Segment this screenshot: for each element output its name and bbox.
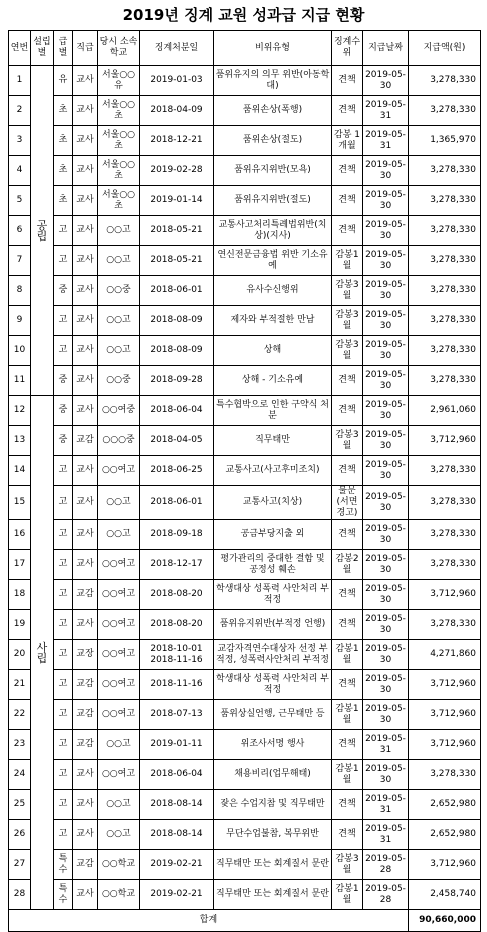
penalty-bonus-table — [8, 30, 481, 932]
payment-date-cell: 2019-05-30 — [363, 700, 409, 730]
table-row — [9, 336, 481, 366]
violation-type-cell: 학생대상 성폭력 사안처리 부적정 — [214, 670, 332, 700]
violation-type-cell: 무단수업불참, 복무위반 — [214, 820, 332, 850]
table-row — [9, 186, 481, 216]
school-cell: ○○학교 — [98, 880, 140, 910]
page-title: 2019년 징계 교원 성과급 지급 현황 — [122, 6, 365, 24]
violation-type-cell: 품위유지위반(절도) — [214, 186, 332, 216]
level-cell: 고 — [54, 246, 73, 276]
penalty-level-cell: 견책 — [332, 730, 363, 760]
table-row — [9, 760, 481, 790]
table-row — [9, 96, 481, 126]
violation-type-cell: 직무태만 또는 회계질서 문란 — [214, 880, 332, 910]
level-cell: 중 — [54, 426, 73, 456]
payment-date-cell: 2019-05-30 — [363, 520, 409, 550]
rank-cell: 교사 — [73, 156, 98, 186]
payment-amount-cell: 3,278,330 — [409, 366, 481, 396]
penalty-level-cell: 견책 — [332, 216, 363, 246]
violation-type-cell: 유사수신행위 — [214, 276, 332, 306]
table-row — [9, 276, 481, 306]
payment-date-cell: 2019-05-31 — [363, 126, 409, 156]
table-row — [9, 156, 481, 186]
rank-cell: 교사 — [73, 396, 98, 426]
rank-cell: 교사 — [73, 760, 98, 790]
row-number-cell: 25 — [9, 790, 31, 820]
rank-cell: 교사 — [73, 276, 98, 306]
level-cell: 초 — [54, 186, 73, 216]
payment-date-cell: 2019-05-31 — [363, 96, 409, 126]
violation-type-cell: 직무태만 또는 회계질서 문란 — [214, 850, 332, 880]
level-cell: 고 — [54, 216, 73, 246]
level-cell: 중 — [54, 276, 73, 306]
school-cell: ○○고 — [98, 790, 140, 820]
payment-amount-cell: 3,278,330 — [409, 216, 481, 246]
rank-cell: 교사 — [73, 610, 98, 640]
payment-amount-cell: 2,458,740 — [409, 880, 481, 910]
level-cell: 고 — [54, 610, 73, 640]
payment-date-cell: 2019-05-30 — [363, 306, 409, 336]
payment-amount-cell: 3,278,330 — [409, 610, 481, 640]
violation-type-cell: 품위손상(절도) — [214, 126, 332, 156]
table-row — [9, 640, 481, 670]
rank-cell: 교사 — [73, 306, 98, 336]
disposition-date-cell: 2018-10-01 2018-11-16 — [140, 640, 214, 670]
rank-cell: 교사 — [73, 186, 98, 216]
penalty-level-cell: 감봉3월 — [332, 426, 363, 456]
school-cell: ○○여고 — [98, 550, 140, 580]
payment-amount-cell: 3,278,330 — [409, 760, 481, 790]
rank-cell: 교감 — [73, 580, 98, 610]
penalty-level-cell: 감봉3월 — [332, 850, 363, 880]
table-row — [9, 126, 481, 156]
payment-date-cell: 2019-05-30 — [363, 216, 409, 246]
disposition-date-cell: 2019-02-21 — [140, 880, 214, 910]
payment-date-cell: 2019-05-28 — [363, 850, 409, 880]
row-number-cell: 22 — [9, 700, 31, 730]
disposition-date-cell: 2018-12-17 — [140, 550, 214, 580]
header-row — [9, 31, 481, 66]
penalty-level-cell: 감봉2월 — [332, 550, 363, 580]
level-cell: 고 — [54, 550, 73, 580]
column-header: 징계처분일 — [140, 31, 214, 66]
table-row — [9, 850, 481, 880]
table-row — [9, 216, 481, 246]
disposition-date-cell: 2018-08-20 — [140, 610, 214, 640]
level-cell: 고 — [54, 336, 73, 366]
violation-type-cell: 품위상실언행, 근무태만 등 — [214, 700, 332, 730]
penalty-level-cell: 견책 — [332, 456, 363, 486]
rank-cell: 교감 — [73, 426, 98, 456]
row-number-cell: 20 — [9, 640, 31, 670]
table-row — [9, 820, 481, 850]
row-number-cell: 7 — [9, 246, 31, 276]
penalty-level-cell: 감봉3월 — [332, 276, 363, 306]
column-header: 직급 — [73, 31, 98, 66]
rank-cell: 교사 — [73, 66, 98, 96]
payment-amount-cell: 3,712,960 — [409, 850, 481, 880]
level-cell: 고 — [54, 456, 73, 486]
payment-date-cell: 2019-05-30 — [363, 580, 409, 610]
payment-amount-cell: 3,278,330 — [409, 486, 481, 520]
school-cell: ○○○중 — [98, 426, 140, 456]
school-cell: 서울○○초 — [98, 156, 140, 186]
penalty-level-cell: 감봉1월 — [332, 246, 363, 276]
violation-type-cell: 상해 - 기소유예 — [214, 366, 332, 396]
row-number-cell: 2 — [9, 96, 31, 126]
payment-date-cell: 2019-05-30 — [363, 156, 409, 186]
violation-type-cell: 제자와 부적절한 만남 — [214, 306, 332, 336]
violation-type-cell: 위조사서명 행사 — [214, 730, 332, 760]
payment-date-cell: 2019-05-30 — [363, 426, 409, 456]
violation-type-cell: 교통사고(치상) — [214, 486, 332, 520]
disposition-date-cell: 2018-12-21 — [140, 126, 214, 156]
school-cell: ○○여중 — [98, 396, 140, 426]
rank-cell: 교사 — [73, 550, 98, 580]
level-cell: 초 — [54, 126, 73, 156]
table-row — [9, 790, 481, 820]
rank-cell: 교사 — [73, 246, 98, 276]
rank-cell: 교사 — [73, 216, 98, 246]
row-number-cell: 27 — [9, 850, 31, 880]
penalty-level-cell: 견책 — [332, 186, 363, 216]
row-number-cell: 23 — [9, 730, 31, 760]
school-cell: 서울○○초 — [98, 96, 140, 126]
row-number-cell: 6 — [9, 216, 31, 246]
disposition-date-cell: 2018-06-25 — [140, 456, 214, 486]
school-cell: ○○여고 — [98, 580, 140, 610]
rank-cell: 교사 — [73, 336, 98, 366]
column-header: 징계수위 — [332, 31, 363, 66]
table-row — [9, 306, 481, 336]
payment-amount-cell: 3,278,330 — [409, 96, 481, 126]
rank-cell: 교사 — [73, 880, 98, 910]
violation-type-cell: 잦은 수업지참 및 직무태만 — [214, 790, 332, 820]
disposition-date-cell: 2019-02-21 — [140, 850, 214, 880]
penalty-level-cell: 견책 — [332, 520, 363, 550]
violation-type-cell: 학생대상 성폭력 사안처리 부적정 — [214, 580, 332, 610]
penalty-level-cell: 견책 — [332, 670, 363, 700]
row-number-cell: 5 — [9, 186, 31, 216]
level-cell: 고 — [54, 580, 73, 610]
school-cell: ○○중 — [98, 276, 140, 306]
column-header: 비위유형 — [214, 31, 332, 66]
penalty-level-cell: 감봉3월 — [332, 336, 363, 366]
penalty-level-cell: 견책 — [332, 66, 363, 96]
school-cell: ○○여고 — [98, 640, 140, 670]
school-cell: ○○고 — [98, 216, 140, 246]
table-row — [9, 66, 481, 96]
payment-date-cell: 2019-05-30 — [363, 486, 409, 520]
disposition-date-cell: 2018-09-28 — [140, 366, 214, 396]
table-row — [9, 456, 481, 486]
total-amount: 90,660,000 — [409, 910, 481, 932]
payment-amount-cell: 3,278,330 — [409, 276, 481, 306]
column-header: 급별 — [54, 31, 73, 66]
table-body — [9, 66, 481, 932]
school-cell: ○○고 — [98, 486, 140, 520]
table-row — [9, 580, 481, 610]
row-number-cell: 28 — [9, 880, 31, 910]
violation-type-cell: 평가관리의 중대한 결함 및 공정성 훼손 — [214, 550, 332, 580]
table-row — [9, 730, 481, 760]
level-cell: 고 — [54, 700, 73, 730]
column-header: 연번 — [9, 31, 31, 66]
disposition-date-cell: 2018-06-01 — [140, 486, 214, 520]
rank-cell: 교사 — [73, 790, 98, 820]
column-header: 설립별 — [31, 31, 54, 66]
row-number-cell: 12 — [9, 396, 31, 426]
rank-cell: 교사 — [73, 486, 98, 520]
school-cell: ○○고 — [98, 730, 140, 760]
penalty-level-cell: 감봉1월 — [332, 700, 363, 730]
row-number-cell: 24 — [9, 760, 31, 790]
violation-type-cell: 채용비리(업무해태) — [214, 760, 332, 790]
payment-amount-cell: 2,652,980 — [409, 790, 481, 820]
payment-date-cell: 2019-05-30 — [363, 186, 409, 216]
level-cell: 특수 — [54, 880, 73, 910]
payment-amount-cell: 2,961,060 — [409, 396, 481, 426]
disposition-date-cell: 2019-02-28 — [140, 156, 214, 186]
school-cell: ○○고 — [98, 820, 140, 850]
payment-date-cell: 2019-05-30 — [363, 670, 409, 700]
rank-cell: 교장 — [73, 640, 98, 670]
row-number-cell: 17 — [9, 550, 31, 580]
penalty-level-cell: 견책 — [332, 610, 363, 640]
violation-type-cell: 교통사고처리특례법위반(치상)(지사) — [214, 216, 332, 246]
school-cell: ○○중 — [98, 366, 140, 396]
rank-cell: 교사 — [73, 520, 98, 550]
disposition-date-cell: 2018-07-13 — [140, 700, 214, 730]
school-cell: ○○고 — [98, 246, 140, 276]
school-cell: ○○여고 — [98, 670, 140, 700]
establishment-cell: 사립 — [31, 396, 54, 910]
row-number-cell: 18 — [9, 580, 31, 610]
table-row — [9, 396, 481, 426]
level-cell: 고 — [54, 730, 73, 760]
disposition-date-cell: 2018-05-21 — [140, 246, 214, 276]
payment-date-cell: 2019-05-30 — [363, 396, 409, 426]
penalty-level-cell: 감봉3월 — [332, 306, 363, 336]
school-cell: 서울○○유 — [98, 66, 140, 96]
payment-date-cell: 2019-05-30 — [363, 456, 409, 486]
violation-type-cell: 상해 — [214, 336, 332, 366]
row-number-cell: 21 — [9, 670, 31, 700]
disposition-date-cell: 2019-01-11 — [140, 730, 214, 760]
row-number-cell: 11 — [9, 366, 31, 396]
payment-amount-cell: 3,712,960 — [409, 426, 481, 456]
disposition-date-cell: 2018-08-14 — [140, 790, 214, 820]
level-cell: 고 — [54, 760, 73, 790]
violation-type-cell: 교감자격연수대상자 선정 부적정, 성폭력사안처리 부적정 — [214, 640, 332, 670]
violation-type-cell: 연신전문금융법 위반 기소유예 — [214, 246, 332, 276]
violation-type-cell: 품위유지위반(모욕) — [214, 156, 332, 186]
disposition-date-cell: 2018-06-04 — [140, 760, 214, 790]
school-cell: ○○고 — [98, 520, 140, 550]
disposition-date-cell: 2018-08-09 — [140, 336, 214, 366]
level-cell: 고 — [54, 790, 73, 820]
row-number-cell: 14 — [9, 456, 31, 486]
level-cell: 고 — [54, 520, 73, 550]
disposition-date-cell: 2019-01-14 — [140, 186, 214, 216]
penalty-level-cell: 견책 — [332, 820, 363, 850]
penalty-level-cell: 감봉 1개월 — [332, 126, 363, 156]
rank-cell: 교감 — [73, 730, 98, 760]
payment-amount-cell: 1,365,970 — [409, 126, 481, 156]
school-cell: ○○여고 — [98, 610, 140, 640]
violation-type-cell: 직무태만 — [214, 426, 332, 456]
rank-cell: 교감 — [73, 670, 98, 700]
level-cell: 고 — [54, 820, 73, 850]
column-header: 당시 소속 학교 — [98, 31, 140, 66]
school-cell: 서울○○초 — [98, 186, 140, 216]
payment-amount-cell: 3,712,960 — [409, 700, 481, 730]
payment-date-cell: 2019-05-28 — [363, 880, 409, 910]
payment-date-cell: 2019-05-31 — [363, 820, 409, 850]
table-row — [9, 486, 481, 520]
payment-amount-cell: 4,271,860 — [409, 640, 481, 670]
row-number-cell: 1 — [9, 66, 31, 96]
payment-amount-cell: 3,278,330 — [409, 186, 481, 216]
total-row — [9, 910, 481, 932]
penalty-level-cell: 견책 — [332, 366, 363, 396]
payment-amount-cell: 3,278,330 — [409, 246, 481, 276]
table-row — [9, 520, 481, 550]
rank-cell: 교감 — [73, 850, 98, 880]
disposition-date-cell: 2018-04-05 — [140, 426, 214, 456]
penalty-level-cell: 견책 — [332, 156, 363, 186]
total-label: 합계 — [9, 910, 409, 932]
penalty-level-cell: 감봉1월 — [332, 760, 363, 790]
rank-cell: 교감 — [73, 700, 98, 730]
column-header: 지급액(원) — [409, 31, 481, 66]
row-number-cell: 4 — [9, 156, 31, 186]
disposition-date-cell: 2018-11-16 — [140, 670, 214, 700]
row-number-cell: 3 — [9, 126, 31, 156]
level-cell: 유 — [54, 66, 73, 96]
rank-cell: 교사 — [73, 456, 98, 486]
level-cell: 특수 — [54, 850, 73, 880]
disposition-date-cell: 2018-08-09 — [140, 306, 214, 336]
payment-date-cell: 2019-05-30 — [363, 550, 409, 580]
school-cell: 서울○○초 — [98, 126, 140, 156]
payment-date-cell: 2019-05-30 — [363, 336, 409, 366]
penalty-level-cell: 감봉1월 — [332, 880, 363, 910]
row-number-cell: 9 — [9, 306, 31, 336]
rank-cell: 교사 — [73, 126, 98, 156]
table-row — [9, 610, 481, 640]
column-header: 지급날짜 — [363, 31, 409, 66]
payment-amount-cell: 3,278,330 — [409, 520, 481, 550]
level-cell: 초 — [54, 156, 73, 186]
row-number-cell: 26 — [9, 820, 31, 850]
school-cell: ○○고 — [98, 336, 140, 366]
table-row — [9, 550, 481, 580]
payment-date-cell: 2019-05-30 — [363, 760, 409, 790]
penalty-level-cell: 견책 — [332, 790, 363, 820]
violation-type-cell: 품위유지의 의무 위반(아동학대) — [214, 66, 332, 96]
level-cell: 중 — [54, 396, 73, 426]
payment-date-cell: 2019-05-30 — [363, 366, 409, 396]
row-number-cell: 10 — [9, 336, 31, 366]
payment-date-cell: 2019-05-30 — [363, 640, 409, 670]
level-cell: 고 — [54, 670, 73, 700]
school-cell: ○○학교 — [98, 850, 140, 880]
payment-amount-cell: 3,278,330 — [409, 456, 481, 486]
level-cell: 초 — [54, 96, 73, 126]
row-number-cell: 15 — [9, 486, 31, 520]
row-number-cell: 8 — [9, 276, 31, 306]
school-cell: ○○여고 — [98, 760, 140, 790]
level-cell: 고 — [54, 640, 73, 670]
disposition-date-cell: 2018-09-18 — [140, 520, 214, 550]
payment-date-cell: 2019-05-30 — [363, 66, 409, 96]
level-cell: 중 — [54, 366, 73, 396]
row-number-cell: 16 — [9, 520, 31, 550]
penalty-level-cell: 견책 — [332, 580, 363, 610]
rank-cell: 교사 — [73, 820, 98, 850]
table-row — [9, 670, 481, 700]
disposition-date-cell: 2018-06-01 — [140, 276, 214, 306]
payment-amount-cell: 2,652,980 — [409, 820, 481, 850]
violation-type-cell: 품위유지위반(부적정 언행) — [214, 610, 332, 640]
disposition-date-cell: 2018-04-09 — [140, 96, 214, 126]
payment-date-cell: 2019-05-30 — [363, 276, 409, 306]
penalty-level-cell: 감봉1월 — [332, 640, 363, 670]
payment-date-cell: 2019-05-31 — [363, 730, 409, 760]
payment-amount-cell: 3,278,330 — [409, 550, 481, 580]
payment-amount-cell: 3,278,330 — [409, 306, 481, 336]
payment-amount-cell: 3,278,330 — [409, 156, 481, 186]
payment-amount-cell: 3,278,330 — [409, 336, 481, 366]
disposition-date-cell: 2018-06-04 — [140, 396, 214, 426]
penalty-level-cell: 견책 — [332, 96, 363, 126]
row-number-cell: 13 — [9, 426, 31, 456]
disposition-date-cell: 2019-01-03 — [140, 66, 214, 96]
table-row — [9, 426, 481, 456]
payment-date-cell: 2019-05-30 — [363, 610, 409, 640]
violation-type-cell: 교통사고(사고후미조치) — [214, 456, 332, 486]
payment-amount-cell: 3,712,960 — [409, 580, 481, 610]
payment-amount-cell: 3,712,960 — [409, 670, 481, 700]
table-row — [9, 246, 481, 276]
disposition-date-cell: 2018-05-21 — [140, 216, 214, 246]
row-number-cell: 19 — [9, 610, 31, 640]
table-row — [9, 700, 481, 730]
penalty-level-cell: 불문(서면경고) — [332, 486, 363, 520]
disposition-date-cell: 2018-08-20 — [140, 580, 214, 610]
table-row — [9, 366, 481, 396]
payment-amount-cell: 3,712,960 — [409, 730, 481, 760]
disposition-date-cell: 2018-08-14 — [140, 820, 214, 850]
table-row — [9, 880, 481, 910]
payment-date-cell: 2019-05-30 — [363, 246, 409, 276]
school-cell: ○○여고 — [98, 700, 140, 730]
rank-cell: 교사 — [73, 96, 98, 126]
violation-type-cell: 품위손상(폭행) — [214, 96, 332, 126]
establishment-cell: 공립 — [31, 66, 54, 396]
school-cell: ○○고 — [98, 306, 140, 336]
violation-type-cell: 특수협박으로 인한 구약식 처분 — [214, 396, 332, 426]
level-cell: 고 — [54, 306, 73, 336]
level-cell: 고 — [54, 486, 73, 520]
payment-date-cell: 2019-05-31 — [363, 790, 409, 820]
payment-amount-cell: 3,278,330 — [409, 66, 481, 96]
penalty-level-cell: 견책 — [332, 396, 363, 426]
violation-type-cell: 공금부당지출 외 — [214, 520, 332, 550]
school-cell: ○○여고 — [98, 456, 140, 486]
rank-cell: 교사 — [73, 366, 98, 396]
